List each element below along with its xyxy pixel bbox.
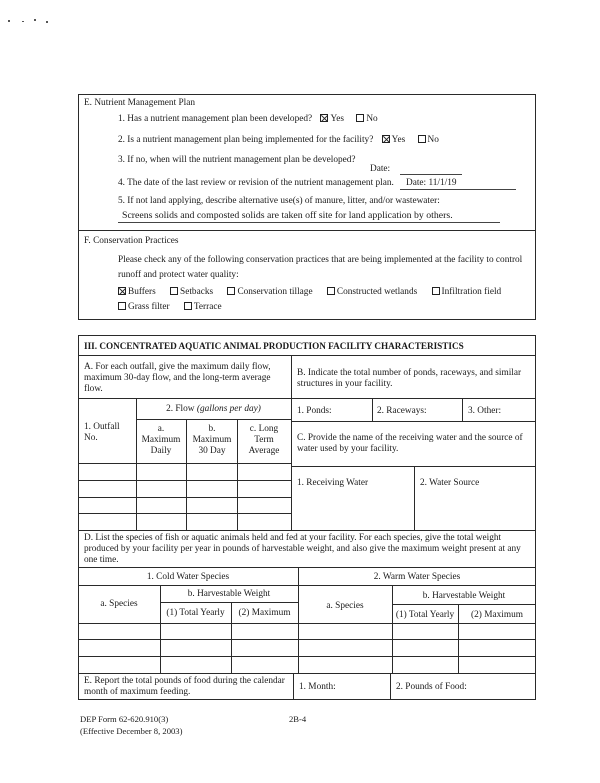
yes-checkbox-checked[interactable]: [320, 114, 328, 122]
warm-water-header: 2. Warm Water Species: [373, 572, 461, 582]
tillage-checkbox[interactable]: [227, 287, 235, 295]
pounds-food-label: 2. Pounds of Food:: [396, 682, 467, 692]
alternative-use-line: [118, 222, 500, 223]
d-top: [78, 530, 536, 531]
species-subheader-line: [78, 585, 536, 586]
tillage-label: Conservation tillage: [237, 287, 313, 297]
b-counts-bottom: [291, 421, 536, 422]
cold-maximum: (2) Maximum: [238, 608, 291, 618]
flow-header-unit: (gallons per day): [196, 404, 261, 414]
water-source-label: 2. Water Source: [420, 478, 480, 488]
cold-species-label: a. Species: [100, 599, 138, 609]
wetlands-label: Constructed wetlands: [336, 287, 418, 297]
question-text: 1. Has a nutrient management plan been developed?: [118, 114, 313, 124]
question-plan-developed: [118, 114, 378, 125]
item-d-text: D. List the species of fish or aquatic animals held and fed at your facility. For each species, give the total weight produced by your facility per year in pounds of harvestable weight, and also give the maximum weight present at any one time.: [84, 533, 521, 565]
flow-header-label: 2. Flow: [166, 404, 197, 414]
flow-row-line: [78, 497, 291, 498]
ponds-label: 1. Ponds:: [297, 406, 332, 416]
raceways-label: 2. Raceways:: [377, 406, 427, 416]
alternative-use-answer: Screens solids and composted solids are taken off site for land application by others.: [122, 210, 453, 221]
food-divider-2: [390, 673, 391, 700]
outfall-header: 1. Outfall No.: [84, 422, 120, 443]
flow-header-top: [78, 398, 291, 399]
scan-speck: [46, 21, 48, 23]
terrace-label: Terrace: [193, 302, 222, 312]
last-review-date: Date: 11/1/19: [406, 178, 457, 188]
month-label: 1. Month:: [299, 682, 336, 692]
conservation-instruction-cont: runoff and protect water quality:: [118, 270, 239, 280]
warm-harvestable-header: b. Harvestable Weight: [422, 591, 506, 601]
max-daily-header: a. Maximum Daily: [141, 424, 181, 456]
receiving-water-label: 1. Receiving Water: [297, 478, 369, 488]
warm-harvest-subline: [392, 604, 536, 605]
item-b-text: B. Indicate the total number of ponds, raceways, and similar structures in your facility.: [297, 368, 522, 389]
title-divider: [78, 355, 536, 356]
setbacks-checkbox[interactable]: [170, 287, 178, 295]
section-e-title: E. Nutrient Management Plan: [84, 98, 196, 108]
cold-harvest-subline: [160, 602, 298, 603]
form-number: DEP Form 62-620.910(3): [80, 714, 169, 724]
species-row-line: [78, 623, 536, 624]
yes-label: Yes: [391, 135, 406, 145]
ponds-divider: [372, 398, 373, 421]
ab-divider: [291, 355, 292, 530]
cold-harvestable-header: b. Harvestable Weight: [187, 589, 271, 599]
conservation-instruction: Please check any of the following conservation practices that are being implemented at the facility to control: [118, 255, 523, 265]
flow-header: [136, 404, 291, 415]
question-last-review: 4. The date of the last review or revision of the nutrient management plan.: [118, 178, 394, 188]
wetlands-checkbox[interactable]: [327, 287, 335, 295]
yes-checkbox-checked[interactable]: [382, 135, 390, 143]
species-row-line: [78, 656, 536, 657]
no-checkbox[interactable]: [356, 114, 364, 122]
buffers-label: Buffers: [128, 287, 156, 297]
question-plan-implemented: [118, 135, 439, 146]
other-label: 3. Other:: [468, 406, 502, 416]
food-divider-1: [293, 673, 294, 700]
grass-filter-label: Grass filter: [128, 302, 170, 312]
cold-total-yearly: (1) Total Yearly: [166, 608, 225, 618]
item-a-text: A. For each outfall, give the maximum daily flow, maximum 30-day flow, and the long-term average flow.: [84, 362, 271, 394]
flow-row-line: [78, 480, 291, 481]
question-plan-when: 3. If no, when will the nutrient management plan be developed?: [118, 155, 356, 165]
scan-speck: [34, 19, 36, 21]
page-number: 2B-4: [289, 714, 307, 724]
item-c-text: C. Provide the name of the receiving water and the source of water used by your facility.: [297, 433, 523, 454]
outfall-col-divider: [136, 398, 137, 530]
section-e-f-divider: [78, 230, 536, 231]
no-checkbox[interactable]: [418, 135, 426, 143]
grass-filter-checkbox[interactable]: [118, 302, 126, 310]
cold-water-header: 1. Cold Water Species: [146, 572, 230, 582]
terrace-checkbox[interactable]: [184, 302, 192, 310]
question-alternative-use: 5. If not land applying, describe alternative use(s) of manure, litter, and/or wastewater:: [118, 196, 440, 206]
max-30day-header: b. Maximum 30 Day: [192, 424, 232, 456]
conservation-options-row1: [118, 287, 501, 298]
section-iii-title: III. CONCENTRATED AQUATIC ANIMAL PRODUCTION FACILITY CHARACTERISTICS: [84, 341, 464, 351]
effective-date: (Effective December 8, 2003): [80, 726, 183, 736]
no-label: No: [427, 135, 439, 145]
long-term-avg-header: c. Long Term Average: [248, 424, 280, 456]
buffers-checkbox-checked[interactable]: [118, 287, 126, 295]
scan-speck: [22, 21, 24, 22]
species-row-line: [78, 639, 536, 640]
warm-species-label: a. Species: [326, 601, 364, 611]
setbacks-label: Setbacks: [180, 287, 214, 297]
yes-label: Yes: [330, 114, 344, 124]
warm-maximum: (2) Maximum: [471, 610, 523, 620]
conservation-options-row2: [118, 302, 222, 313]
scan-speck: [8, 20, 10, 22]
last-review-date-line: [400, 189, 516, 190]
plan-date-label: Date:: [370, 164, 391, 174]
question-text: 2. Is a nutrient management plan being implemented for the facility?: [118, 135, 374, 145]
b-counts-top: [291, 398, 536, 399]
flow-row-line: [78, 513, 291, 514]
food-row-top: [78, 673, 536, 674]
c-fields-divider: [414, 466, 415, 530]
raceways-divider: [462, 398, 463, 421]
no-label: No: [366, 114, 378, 124]
plan-date-field[interactable]: [400, 174, 462, 175]
warm-total-yearly: (1) Total Yearly: [395, 610, 455, 620]
infiltration-checkbox[interactable]: [432, 287, 440, 295]
species-table-top: [78, 567, 536, 568]
infiltration-label: Infiltration field: [441, 287, 502, 297]
flow-row-line: [78, 463, 291, 464]
flow-subheader-line: [136, 419, 291, 420]
section-f-title: F. Conservation Practices: [84, 236, 179, 246]
item-e-text: E. Report the total pounds of food during the calendar month of maximum feeding.: [84, 676, 285, 697]
